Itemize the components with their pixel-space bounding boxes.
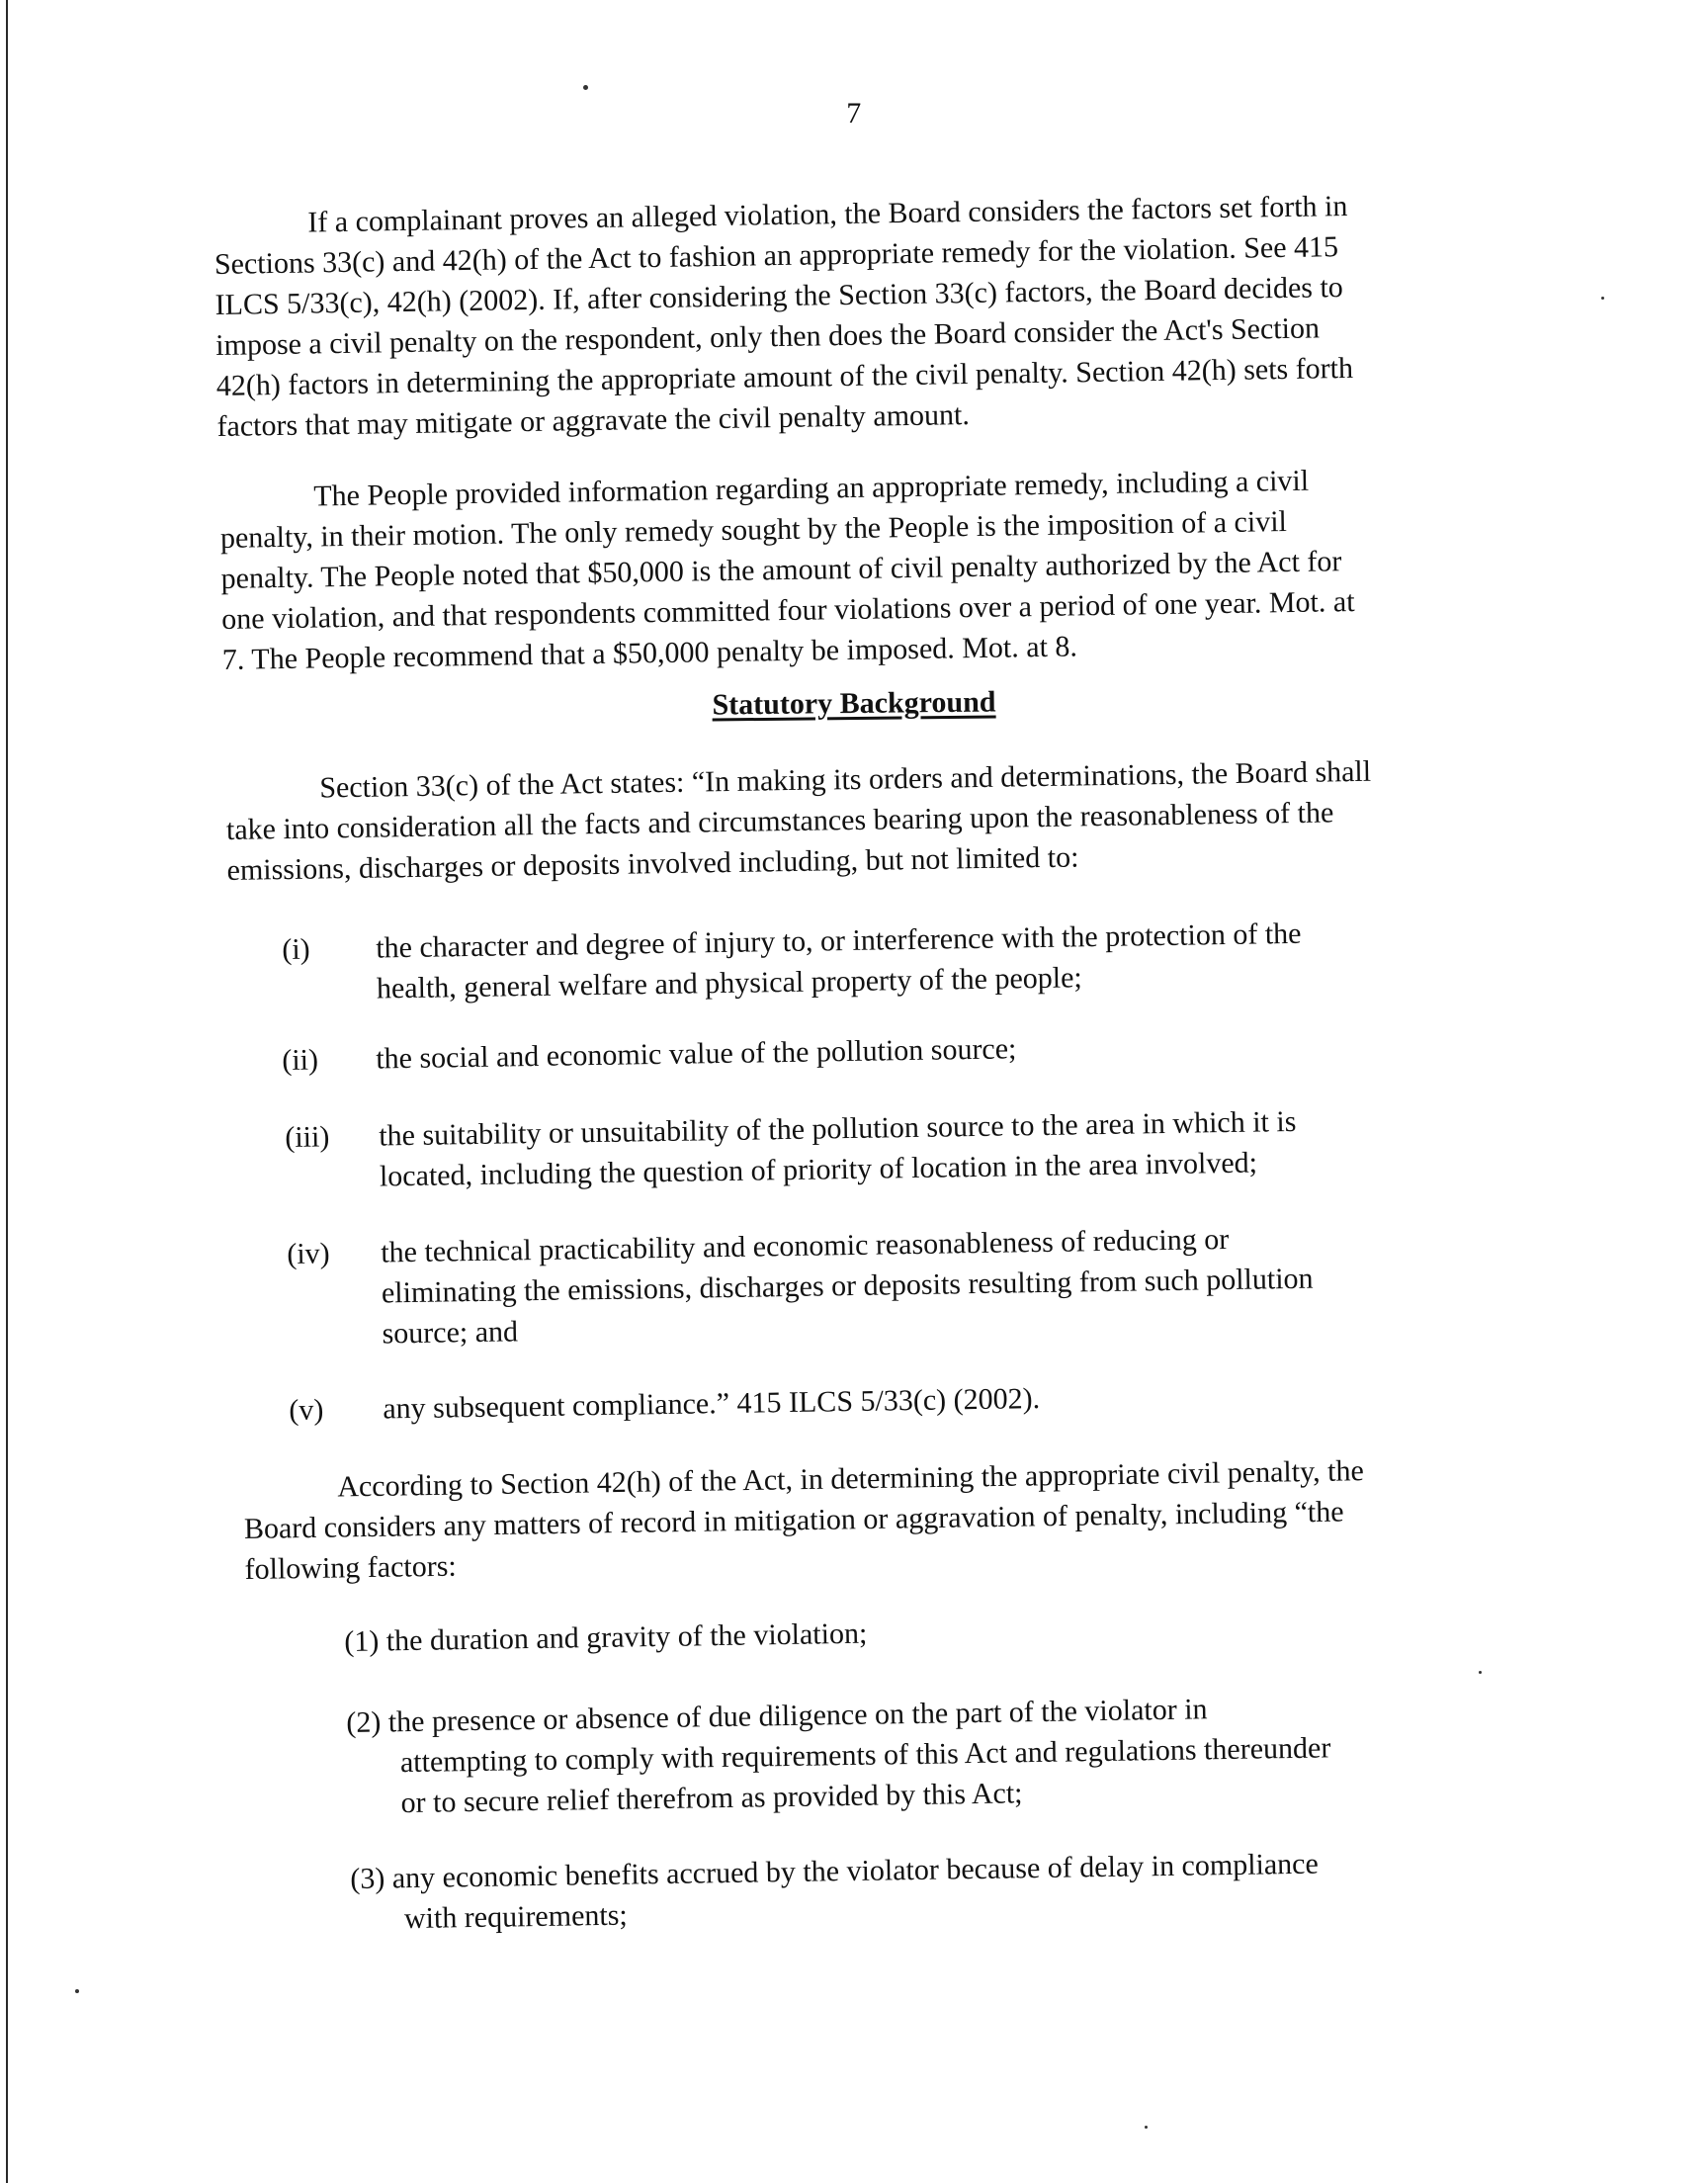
list-item-number: (ii) (282, 1043, 319, 1077)
scan-speck (1479, 1671, 1482, 1674)
factor-item (344, 1614, 868, 1662)
paragraph-line: impose a civil penalty on the respondent, only then does the Board consider the Act's Section (214, 311, 1321, 362)
paragraph-line: The People provided information regarding an appropriate remedy, including a civil (313, 464, 1310, 513)
factor-item (350, 1844, 1320, 1940)
list-item-text: the character and degree of injury to, or interference with the protection of the (376, 917, 1302, 965)
paragraph-section-33c (225, 751, 1373, 891)
paragraph-line: take into consideration all the facts and circumstances bearing upon the reasonableness of the (225, 796, 1334, 846)
paragraph-line: 42(h) factors in determining the appropriate amount of the civil penalty. Section 42(h) sets forth (215, 351, 1354, 402)
paragraph-line: factors that may mitigate or aggravate the civil penalty amount. (216, 398, 971, 443)
paragraph-line: one violation, and that respondents committed four violations over a period of one year. Mot. at (220, 584, 1355, 636)
scan-speck (1601, 297, 1604, 300)
paragraph-line: Sections 33(c) and 42(h) of the Act to fashion an appropriate remedy for the violation. See 415 (214, 230, 1339, 281)
list-item-text: the suitability or unsuitability of the pollution source to the area in which it is (379, 1104, 1297, 1153)
list-item-number: (i) (282, 932, 310, 966)
paragraph-line: ILCS 5/33(c), 42(h) (2002). If, after considering the Section 33(c) factors, the Board decides to (214, 271, 1344, 321)
paragraph-people-remedy (219, 460, 1355, 680)
paragraph-section-42h (243, 1450, 1365, 1590)
paragraph-line: following factors: (244, 1549, 457, 1586)
paragraph-line: According to Section 42(h) of the Act, in determining the appropriate civil penalty, the (337, 1454, 1365, 1504)
paragraph-line: penalty, in their motion. The only remedy sought by the People is the imposition of a civil (219, 505, 1288, 555)
list-item-text: eliminating the emissions, discharges or deposits resulting from such pollution (381, 1262, 1314, 1310)
paragraph-line: penalty. The People noted that $50,000 is the amount of civil penalty authorized by the Act for (220, 545, 1342, 595)
list-item-number: (v) (289, 1393, 324, 1427)
paragraph-remedy-factors (214, 186, 1354, 447)
factor-text: attempting to comply with requirements of this Act and regulations thereunder (399, 1731, 1331, 1780)
scan-speck (75, 1989, 79, 1993)
list-item-number: (iv) (287, 1237, 330, 1270)
factor-text: (1) the duration and gravity of the violation; (344, 1616, 868, 1658)
paragraph-line: Section 33(c) of the Act states: “In making its orders and determinations, the Board shall (319, 754, 1372, 805)
list-item-text: located, including the question of priority of location in the area involved; (379, 1146, 1258, 1193)
scan-speck (583, 85, 588, 90)
list-item-text: source; and (382, 1315, 519, 1351)
list-item-text: the social and economic value of the pollution source; (376, 1032, 1017, 1076)
factor-text: (3) any economic benefits accrued by the violator because of delay in compliance (350, 1847, 1320, 1895)
factor-item (346, 1687, 1331, 1824)
paragraph-line: 7. The People recommend that a $50,000 penalty be imposed. Mot. at 8. (221, 630, 1078, 676)
paragraph-line: If a complainant proves an alleged violation, the Board considers the factors set forth in (307, 189, 1348, 239)
paragraph-line: Board considers any matters of record in mitigation or aggravation of penalty, including “the (243, 1495, 1344, 1545)
scan-speck (1145, 2126, 1148, 2129)
factor-text: or to secure relief therefrom as provided by this Act; (400, 1777, 1023, 1820)
section-heading: Statutory Background (712, 685, 996, 722)
list-item-text: health, general welfare and physical property of the people; (376, 961, 1083, 1005)
list-item-number: (iii) (285, 1120, 330, 1154)
paragraph-line: emissions, discharges or deposits involved including, but not limited to: (226, 840, 1079, 887)
list-item-text: the technical practicability and economic reasonableness of reducing or (381, 1223, 1230, 1269)
page-number: 7 (846, 97, 862, 130)
list-item-text: any subsequent compliance.” 415 ILCS 5/33(c) (2002). (383, 1382, 1041, 1426)
factor-text: with requirements; (403, 1898, 628, 1936)
page-edge-rule (6, 0, 8, 2183)
factor-text: (2) the presence or absence of due diligence on the part of the violator in (346, 1693, 1208, 1739)
